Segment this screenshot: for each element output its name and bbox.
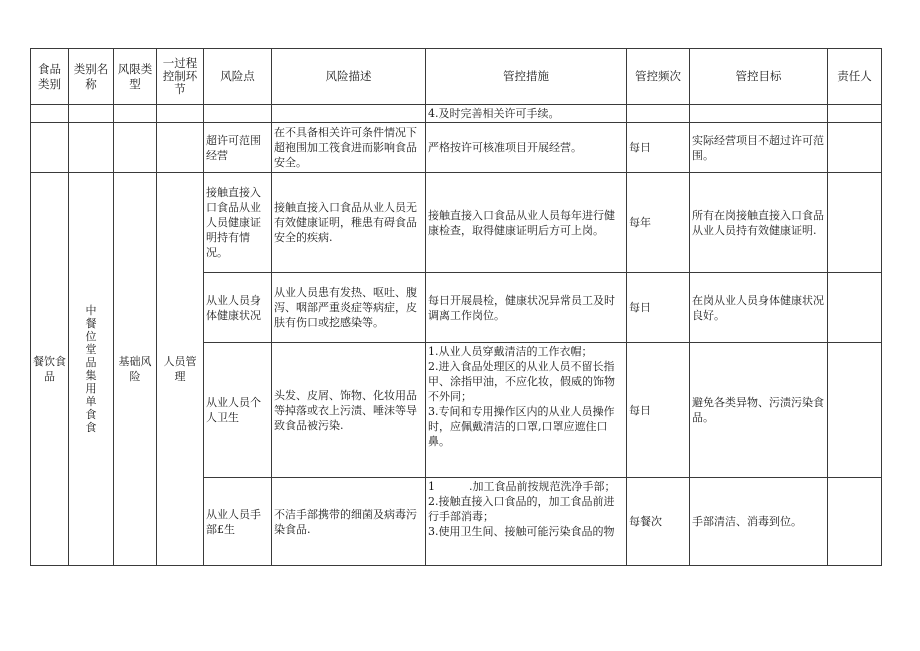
header-responsible: 责任人 xyxy=(828,49,882,105)
header-food-category: 食品类别 xyxy=(31,49,69,105)
header-control-frequency: 管控频次 xyxy=(627,49,690,105)
frequency-cell: 每餐次 xyxy=(627,478,690,566)
header-row xyxy=(31,49,882,105)
responsible-cell xyxy=(828,123,882,173)
risk-point-cell: 从业人员手部£生 xyxy=(204,478,272,566)
header-process-control: 一过程控制环节 xyxy=(157,49,204,105)
measure-item: 3.专间和专用操作区内的从业人员操作时，应佩戴清洁的口罩,口罩应遮住口鼻。 xyxy=(428,405,615,448)
header-risk-description: 风险描述 xyxy=(272,49,426,105)
header-control-target: 管控目标 xyxy=(690,49,828,105)
measure-item: 2.进入食品处理区的从业人员不留长指甲、涂指甲油，不应化妆，假威的饰物不外同； xyxy=(428,360,615,403)
risk-control-table xyxy=(30,48,882,566)
measure-cell: 严格按许可核准项目开展经营。 xyxy=(426,123,627,173)
measure-cell: 每日开展晨检，健康状况异常员工及时调离工作岗位。 xyxy=(426,273,627,343)
table-row xyxy=(31,105,882,123)
responsible-cell xyxy=(828,343,882,478)
target-cell: 手部清洁、消毒到位。 xyxy=(690,478,828,566)
measure-item-text: .加工食品前按规范洗净手部； xyxy=(469,480,616,493)
header-risk-point: 风险点 xyxy=(204,49,272,105)
target-cell: 实际经营项目不超过许可范围。 xyxy=(690,123,828,173)
responsible-cell xyxy=(828,478,882,566)
risk-description-cell: 从业人员患有发热、呕吐、腹泻、咽部严重炎症等病症，皮肤有伤口或挖感染等。 xyxy=(272,273,426,343)
risk-description-cell: 在不具备相关许可条件情况下超袍围加工筏食进而影响食品安全。 xyxy=(272,123,426,173)
frequency-cell: 每日 xyxy=(627,273,690,343)
measure-item-number: 1 xyxy=(428,480,435,493)
risk-point-cell: 超许可范围经营 xyxy=(204,123,272,173)
category-name-text: 中餐位堂品集用单食食 xyxy=(85,303,97,434)
header-control-measures: 管控措施 xyxy=(426,49,627,105)
table-row xyxy=(31,123,882,173)
measure-item: 3.使用卫生间、接触可能污染食品的物 xyxy=(428,525,615,538)
measure-cell xyxy=(426,478,627,566)
risk-control-document xyxy=(30,48,881,566)
frequency-cell: 每日 xyxy=(627,343,690,478)
risk-description-cell: 不洁手部携带的细菌及病毒污染食品. xyxy=(272,478,426,566)
risk-description-cell: 头发、皮屑、饰物、化妆用品等掉落或衣上污渍、唾沫等导致食品被污染. xyxy=(272,343,426,478)
frequency-cell: 每年 xyxy=(627,173,690,273)
target-cell: 在岗从业人员身体健康状况良好。 xyxy=(690,273,828,343)
risk-point-cell: 从业人员个人卫生 xyxy=(204,343,272,478)
risk-type-cell: 基础风险 xyxy=(114,173,157,566)
measure-cell xyxy=(426,343,627,478)
target-cell: 所有在岗接触直接入口食品从业人员持有效健康证明. xyxy=(690,173,828,273)
measure-item: 1.从业人员穿戴清洁的工作衣帽； xyxy=(428,345,593,358)
frequency-cell: 每日 xyxy=(627,123,690,173)
process-control-cell: 人员管理 xyxy=(157,173,204,566)
header-category-name: 类别名称 xyxy=(69,49,114,105)
header-risk-type: 风限类型 xyxy=(114,49,157,105)
measure-item: 2.接触直接入口食品的，加工食品前进行手部消毒； xyxy=(428,495,615,523)
target-cell: 避免各类异物、污渍污染食品。 xyxy=(690,343,828,478)
responsible-cell xyxy=(828,173,882,273)
food-category-cell: 餐饮食品 xyxy=(31,173,69,566)
table-row xyxy=(31,173,882,273)
measure-item xyxy=(428,479,624,494)
category-name-cell xyxy=(69,173,114,566)
measure-cell: 接触直接入口食品从业人员每年进行健康检查，取得健康证明后方可上岗。 xyxy=(426,173,627,273)
responsible-cell xyxy=(828,273,882,343)
risk-point-cell: 从业人员身体健康状况 xyxy=(204,273,272,343)
measure-cell: 4.及时完善相关许可手续。 xyxy=(426,105,627,123)
risk-description-cell: 接触直接入口食品从业人员无有效健康证明，稚患有碍食品安全的疾病. xyxy=(272,173,426,273)
risk-point-cell: 接触直接入口食品从业人员健康证明持有情况。 xyxy=(204,173,272,273)
